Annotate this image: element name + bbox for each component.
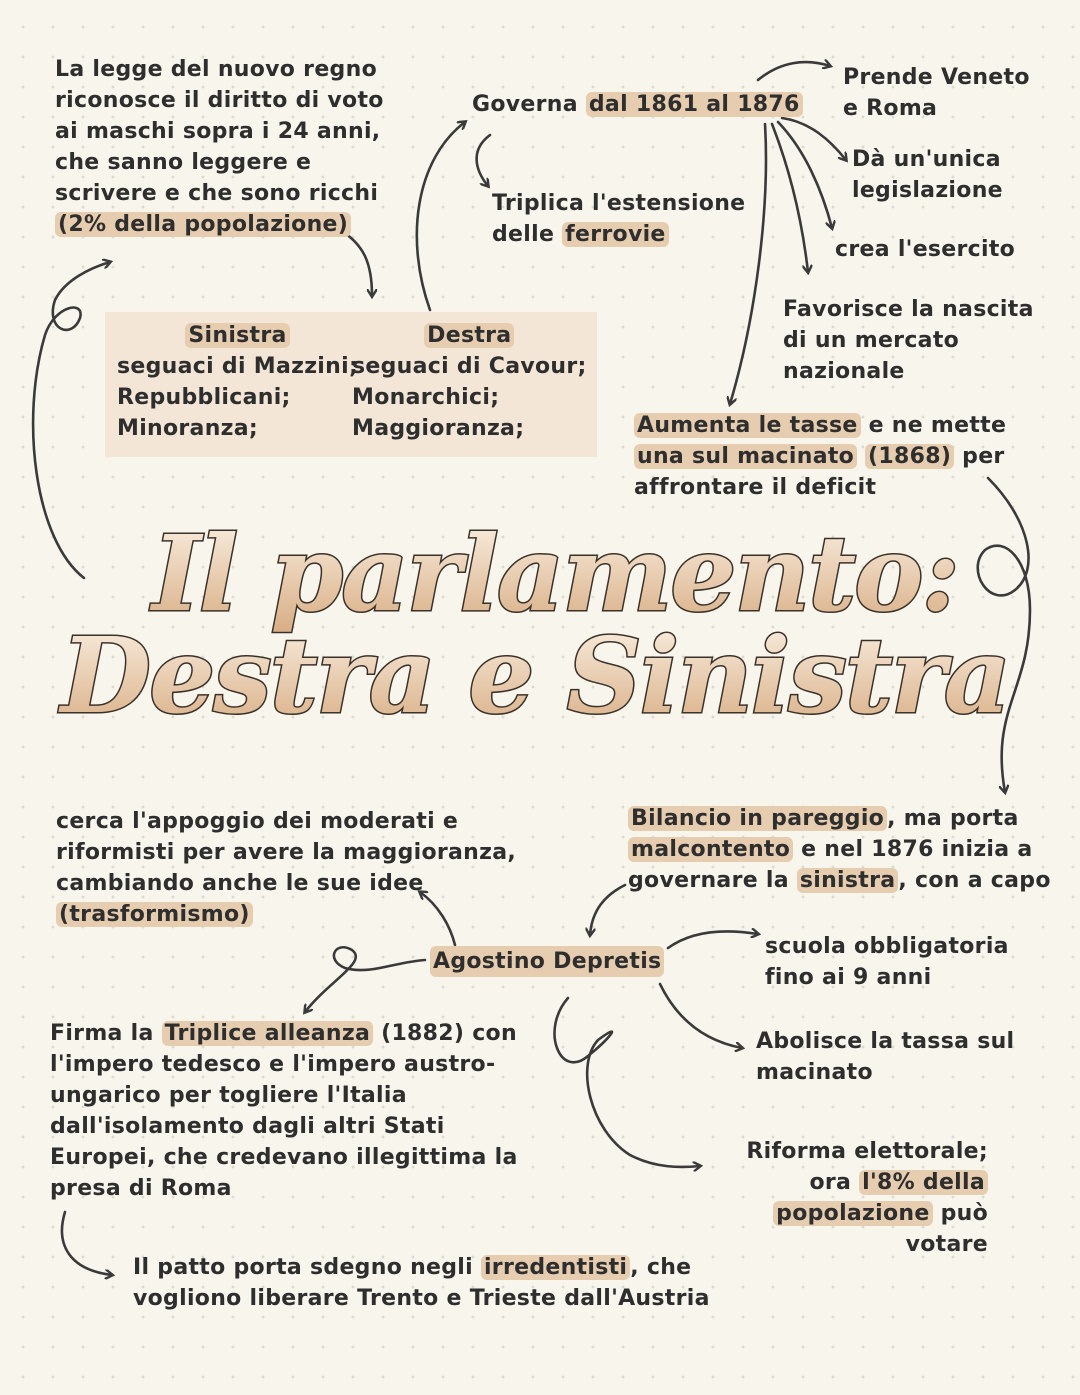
- title-lettering: [40, 500, 1040, 770]
- sinistra-column: [117, 320, 358, 444]
- sinistra-highlight: sinistra: [797, 868, 899, 893]
- mercato-note: Favorisce la nascita di un mercato nazionale: [783, 297, 1034, 384]
- arrow-to-triplice: [305, 947, 425, 1012]
- ferrovie-line: Triplica l'estensione: [492, 191, 746, 216]
- destra-column: [352, 320, 587, 444]
- vote-law-line: [55, 209, 384, 240]
- arrow-to-tasse: [730, 124, 766, 404]
- governa-period: dal 1861 al 1876: [586, 92, 803, 117]
- vote-law-line: scrivere e che sono ricchi: [55, 181, 379, 206]
- arrow-to-ferrovie: [477, 135, 490, 186]
- riforma-note: Riforma elettorale; ora l'8% della popolazione può votare: [746, 1139, 988, 1257]
- arrow-to-veneto: [758, 62, 830, 80]
- arrow-bilancio-to-depretis: [590, 885, 625, 935]
- destra-item: Monarchici;: [352, 385, 500, 410]
- ferrovie-highlight: ferrovie: [562, 222, 669, 247]
- sinistra-item: Minoranza;: [117, 416, 259, 441]
- vote-law-note: [55, 54, 384, 240]
- bilancio-highlight: Bilancio in pareggio: [628, 806, 887, 831]
- parties-box: [105, 312, 597, 457]
- patto-note: Il patto porta sdegno negli irredentisti , che vogliono liberare Trento e Trieste dall'Austria: [133, 1255, 710, 1311]
- legislazione-note: Dà un'unica legislazione: [852, 147, 1003, 203]
- destra-item: seguaci di Cavour;: [352, 354, 587, 379]
- bilancio-note: Bilancio in pareggio , ma porta malcontento e nel 1876 inizia a governare la sinistra , con a capo: [628, 806, 1051, 893]
- arrow-to-scuola: [668, 931, 758, 948]
- tasse-highlight: Aumenta le tasse: [634, 413, 861, 438]
- arrow-triplice-to-patto: [62, 1212, 112, 1275]
- irredentisti-highlight: irredentisti: [481, 1255, 630, 1280]
- sinistra-item: seguaci di Mazzini;: [117, 354, 359, 379]
- sinistra-item: Repubblicani;: [117, 385, 291, 410]
- ferrovie-note: Triplica l'estensione delle ferrovie: [492, 188, 745, 250]
- tasse-note: Aumenta le tasse e ne mette una sul macinato (1868) per affrontare il deficit: [634, 413, 1007, 500]
- popolazione-highlight: popolazione: [773, 1201, 932, 1226]
- year-highlight: (1868): [865, 444, 954, 469]
- destra-item: Maggioranza;: [352, 416, 525, 441]
- trasformismo-highlight: (trasformismo): [56, 902, 253, 927]
- governa-note: [472, 89, 803, 120]
- vote-law-line: La legge del nuovo regno: [55, 57, 377, 82]
- depretis-node: [430, 946, 664, 977]
- triplice-highlight: Triplice alleanza: [162, 1021, 374, 1046]
- page-title: [40, 500, 1040, 770]
- arrow-to-riforma: [555, 998, 700, 1167]
- abolisce-note: Abolisce la tassa sul macinato: [756, 1029, 1015, 1085]
- malcontento-highlight: malcontento: [628, 837, 793, 862]
- arrow-parties-to-governa: [417, 122, 465, 310]
- title-line-1: Il parlamento:: [152, 512, 958, 635]
- governa-label: Governa: [472, 92, 578, 117]
- macinato-highlight: una sul macinato: [634, 444, 857, 469]
- vote-law-highlight: (2% della popolazione): [55, 212, 351, 237]
- veneto-note: Prende Veneto e Roma: [843, 65, 1030, 121]
- esercito-note: crea l'esercito: [835, 237, 1016, 262]
- destra-heading: Destra: [352, 320, 587, 351]
- arrow-to-mercato: [772, 124, 808, 272]
- vote-law-line: ai maschi sopra i 24 anni,: [55, 119, 381, 144]
- percent-highlight: l'8% della: [859, 1170, 988, 1195]
- vote-law-line: che sanno leggere e: [55, 150, 312, 175]
- trasformismo-note: cerca l'appoggio dei moderati e riformisti per avere la maggioranza, cambiando anche le sue idee (trasformismo): [56, 809, 517, 927]
- depretis-name: Agostino Depretis: [430, 946, 664, 977]
- triplice-note: Firma la Triplice alleanza (1882) con l'impero tedesco e l'impero austro- ungarico per togliere l'Italia dall'isolamento dagli altri Stati Europei, che credevano illegittima la presa di Roma: [50, 1021, 518, 1201]
- sinistra-heading: Sinistra: [117, 320, 358, 351]
- vote-law-line: riconosce il diritto di voto: [55, 88, 384, 113]
- scuola-note: scuola obbligatoria fino ai 9 anni: [765, 934, 1009, 990]
- title-line-2: Destra e Sinistra: [60, 614, 1010, 737]
- arrow-to-abolisce: [660, 984, 742, 1048]
